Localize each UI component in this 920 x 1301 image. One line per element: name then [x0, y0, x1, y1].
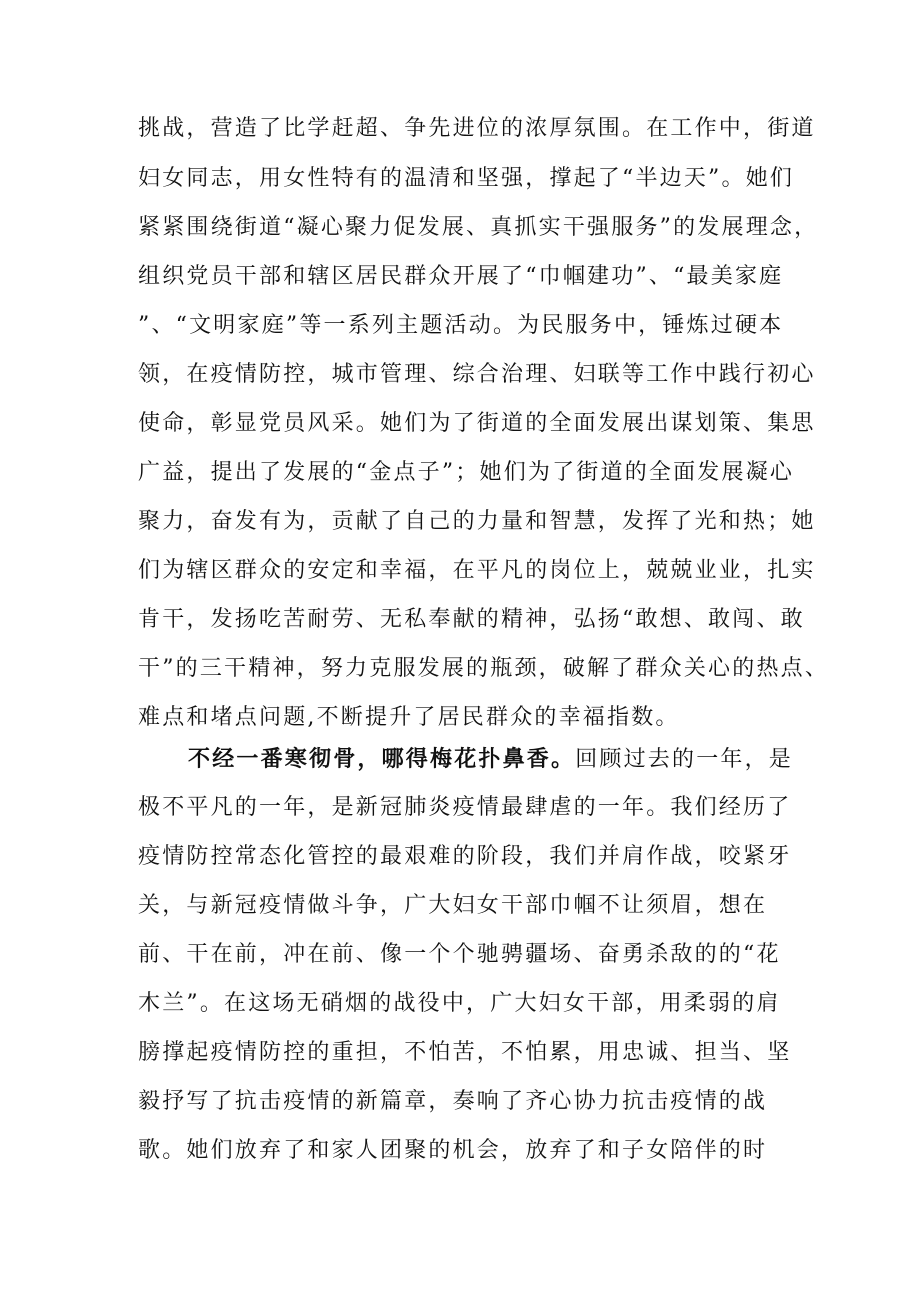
text-line: 们为辖区群众的安定和幸福，在平凡的岗位上，兢兢业业，扎实: [138, 558, 816, 583]
paragraph-lead-bold: 不经一番寒彻骨，哪得梅花扑鼻香。: [188, 746, 576, 772]
text-line: 广益，提出了发展的“金点子”；她们为了街道的全面发展凝心: [138, 460, 795, 485]
text-line: 挑战，营造了比学赶超、争先进位的浓厚氛围。在工作中，街道: [138, 116, 816, 141]
text-line: 肯干，发扬吃苦耐劳、无私奉献的精神，弘扬“敢想、敢闯、敢: [138, 607, 805, 632]
text-line: 极不平凡的一年，是新冠肺炎疫情最肆虐的一年。我们经历了: [138, 795, 792, 820]
text-line: 前、干在前，冲在前、像一个个驰骋疆场、奋勇杀敌的的“花: [138, 942, 781, 967]
text-line: 妇女同志，用女性特有的温清和坚强，撑起了“半边天”。她们: [138, 166, 795, 191]
text-line: 木兰”。在这场无硝烟的战役中，广大妇女干部，用柔弱的肩: [138, 991, 781, 1016]
paragraph-lead-rest: 回顾过去的一年，是: [575, 747, 794, 772]
text-line: ”、“文明家庭”等一系列主题活动。为民服务中，锤炼过硬本: [138, 313, 784, 338]
text-line: 歌。她们放弃了和家人团聚的机会，放弃了和子女陪伴的时: [138, 1138, 768, 1163]
text-line: 疫情防控常态化管控的最艰难的阶段，我们并肩作战，咬紧牙: [138, 844, 792, 869]
text-line: 使命，彰显党员风采。她们为了街道的全面发展出谋划策、集思: [138, 411, 816, 436]
text-line: 毅抒写了抗击疫情的新篇章，奏响了齐心协力抗击疫情的战: [138, 1089, 768, 1114]
text-line: 紧紧围绕街道“凝心聚力促发展、真抓实干强服务”的发展理念，: [138, 215, 819, 240]
text-line: 领，在疫情防控，城市管理、综合治理、妇联等工作中践行初心: [138, 362, 816, 387]
text-line: 膀撑起疫情防控的重担，不怕苦，不怕累，用忠诚、担当、坚: [138, 1040, 792, 1065]
paragraph-2-first-line: [188, 744, 793, 775]
text-line: 关，与新冠疫情做斗争，广大妇女干部巾帼不让须眉，想在: [138, 893, 768, 918]
text-line: 干”的三干精神，努力克服发展的瓶颈，破解了群众关心的热点、: [138, 656, 830, 681]
text-line: 组织党员干部和辖区居民群众开展了“巾帼建功”、“最美家庭: [138, 264, 784, 289]
text-line: 聚力，奋发有为，贡献了自己的力量和智慧，发挥了光和热；她: [138, 509, 816, 534]
text-line: 难点和堵点问题,不断提升了居民群众的幸福指数。: [138, 705, 680, 730]
